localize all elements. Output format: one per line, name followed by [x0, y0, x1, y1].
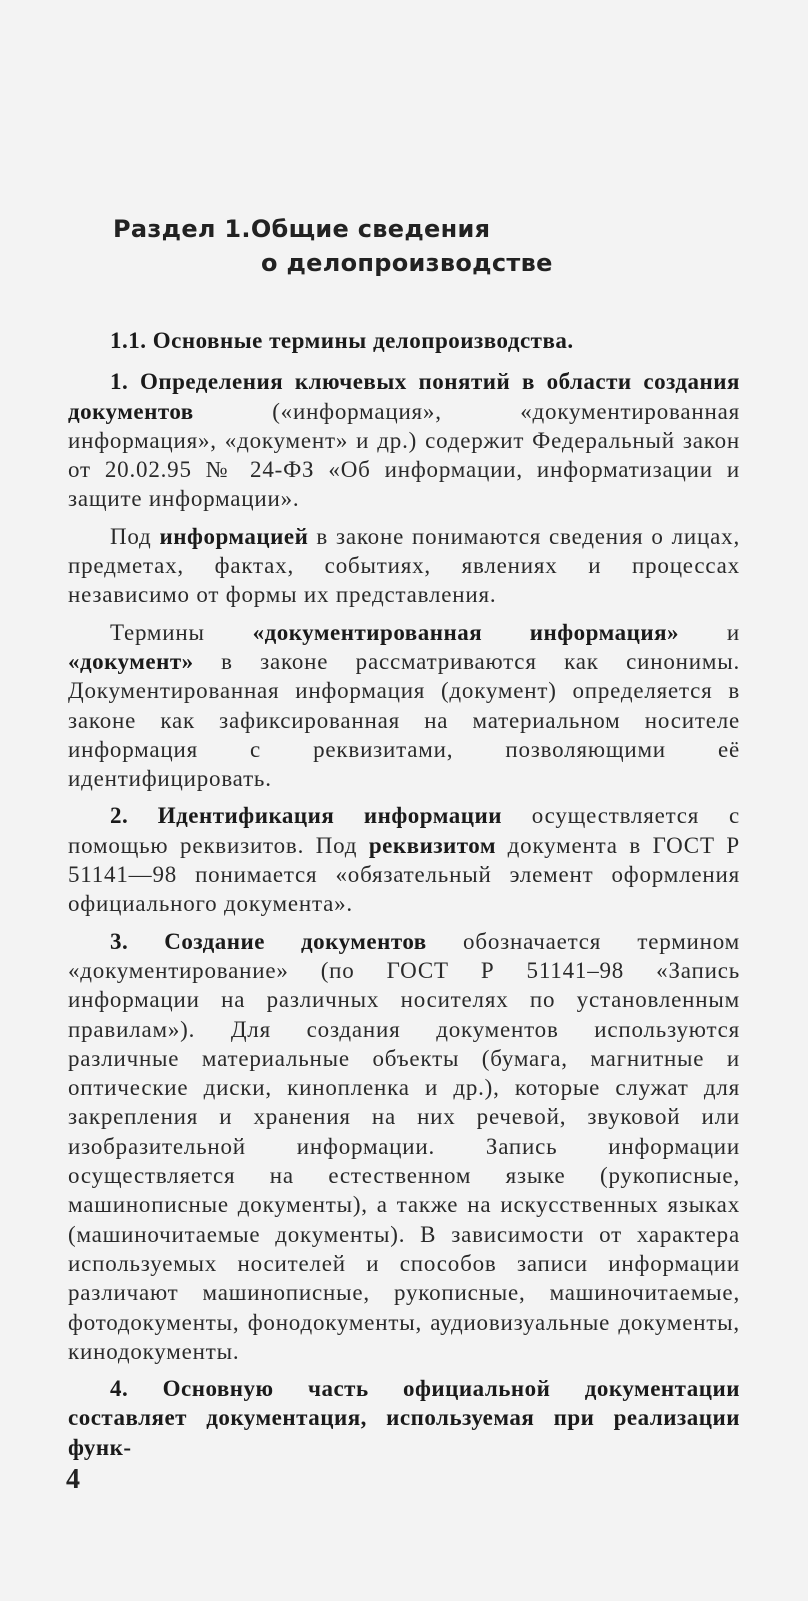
paragraph-information [68, 522, 740, 610]
paragraph-text: обозначается термином «документирование» (по ГОСТ Р 51141–98 «Запись информации на различных носителях по установленным правилам»). Для создания документов используются различные материальные объекты (бумага, магнитные и оптические диски, кинопленка и др.), которые служат для закрепления и хранения на них речевой, звуковой или изобразительной информации. Запись информации осуществляется на естественном языке (рукописные, машинописные документы), а также на искусственных языках (машиночитаемые документы). В зависимости от характера используемых носителей и способов записи информации различают машинописные, рукописные, машиночитаемые, фотодокументы, фонодокументы, аудиовизуальные документы, кинодокументы. [68, 928, 740, 1364]
paragraph-text: и [679, 619, 740, 645]
paragraph-official-documentation [68, 1374, 740, 1462]
section-heading [113, 212, 553, 280]
subsection-title-text: 1.1. Основные термины делопроизводства. [110, 328, 574, 353]
paragraph-documented-information [68, 618, 740, 794]
term-information: информацией [159, 523, 309, 549]
term-definitions: 1. Определения ключевых понятий в области создания документов [68, 369, 740, 424]
term-requisite: реквизитом [368, 832, 497, 858]
section-label: Раздел 1. [113, 215, 251, 243]
paragraph-text: в законе понимаются сведения о лицах, предметах, фактах, событиях, явлениях и процессах независимо от формы их представления. [68, 523, 740, 608]
section-title-line1: Общие сведения [250, 215, 491, 243]
paragraph-text: («информация», «документированная информация», «документ» и др.) содержит Федеральный закон от 20.02.95 № 24-ФЗ «Об информации, информатизации и защите информации». [68, 398, 740, 512]
section-title-line2: о делопроизводстве [261, 249, 553, 277]
paragraph-text: Термины [110, 619, 253, 645]
body-text [68, 326, 740, 1470]
term-document: «документ» [68, 648, 194, 674]
subsection-title [68, 326, 740, 355]
paragraph-text: осуществляется с помощью реквизитов. Под [68, 803, 740, 858]
paragraph-text: в законе рассматриваются как синонимы. Документированная информация (документ) определяется в законе как зафиксированная на материальном носителе информация с реквизитами, позволяющими её идентифицировать. [68, 648, 740, 792]
paragraph-text: документа в ГОСТ Р 51141—98 понимается «обязательный элемент оформления официального документа». [68, 832, 740, 917]
term-identification: 2. Идентификация информации [110, 803, 502, 829]
paragraph-definitions [68, 367, 740, 513]
term-document-creation: 3. Создание документов [110, 928, 427, 954]
paragraph-text: Под [110, 523, 160, 549]
paragraph-identification [68, 801, 740, 918]
term-official-documentation: 4. Основную часть официальной документации составляет документация, используемая при реализации функ- [68, 1376, 740, 1460]
paragraph-document-creation [68, 927, 740, 1366]
page-number: 4 [66, 1464, 80, 1495]
term-documented-information: «документированная информация» [252, 619, 680, 645]
